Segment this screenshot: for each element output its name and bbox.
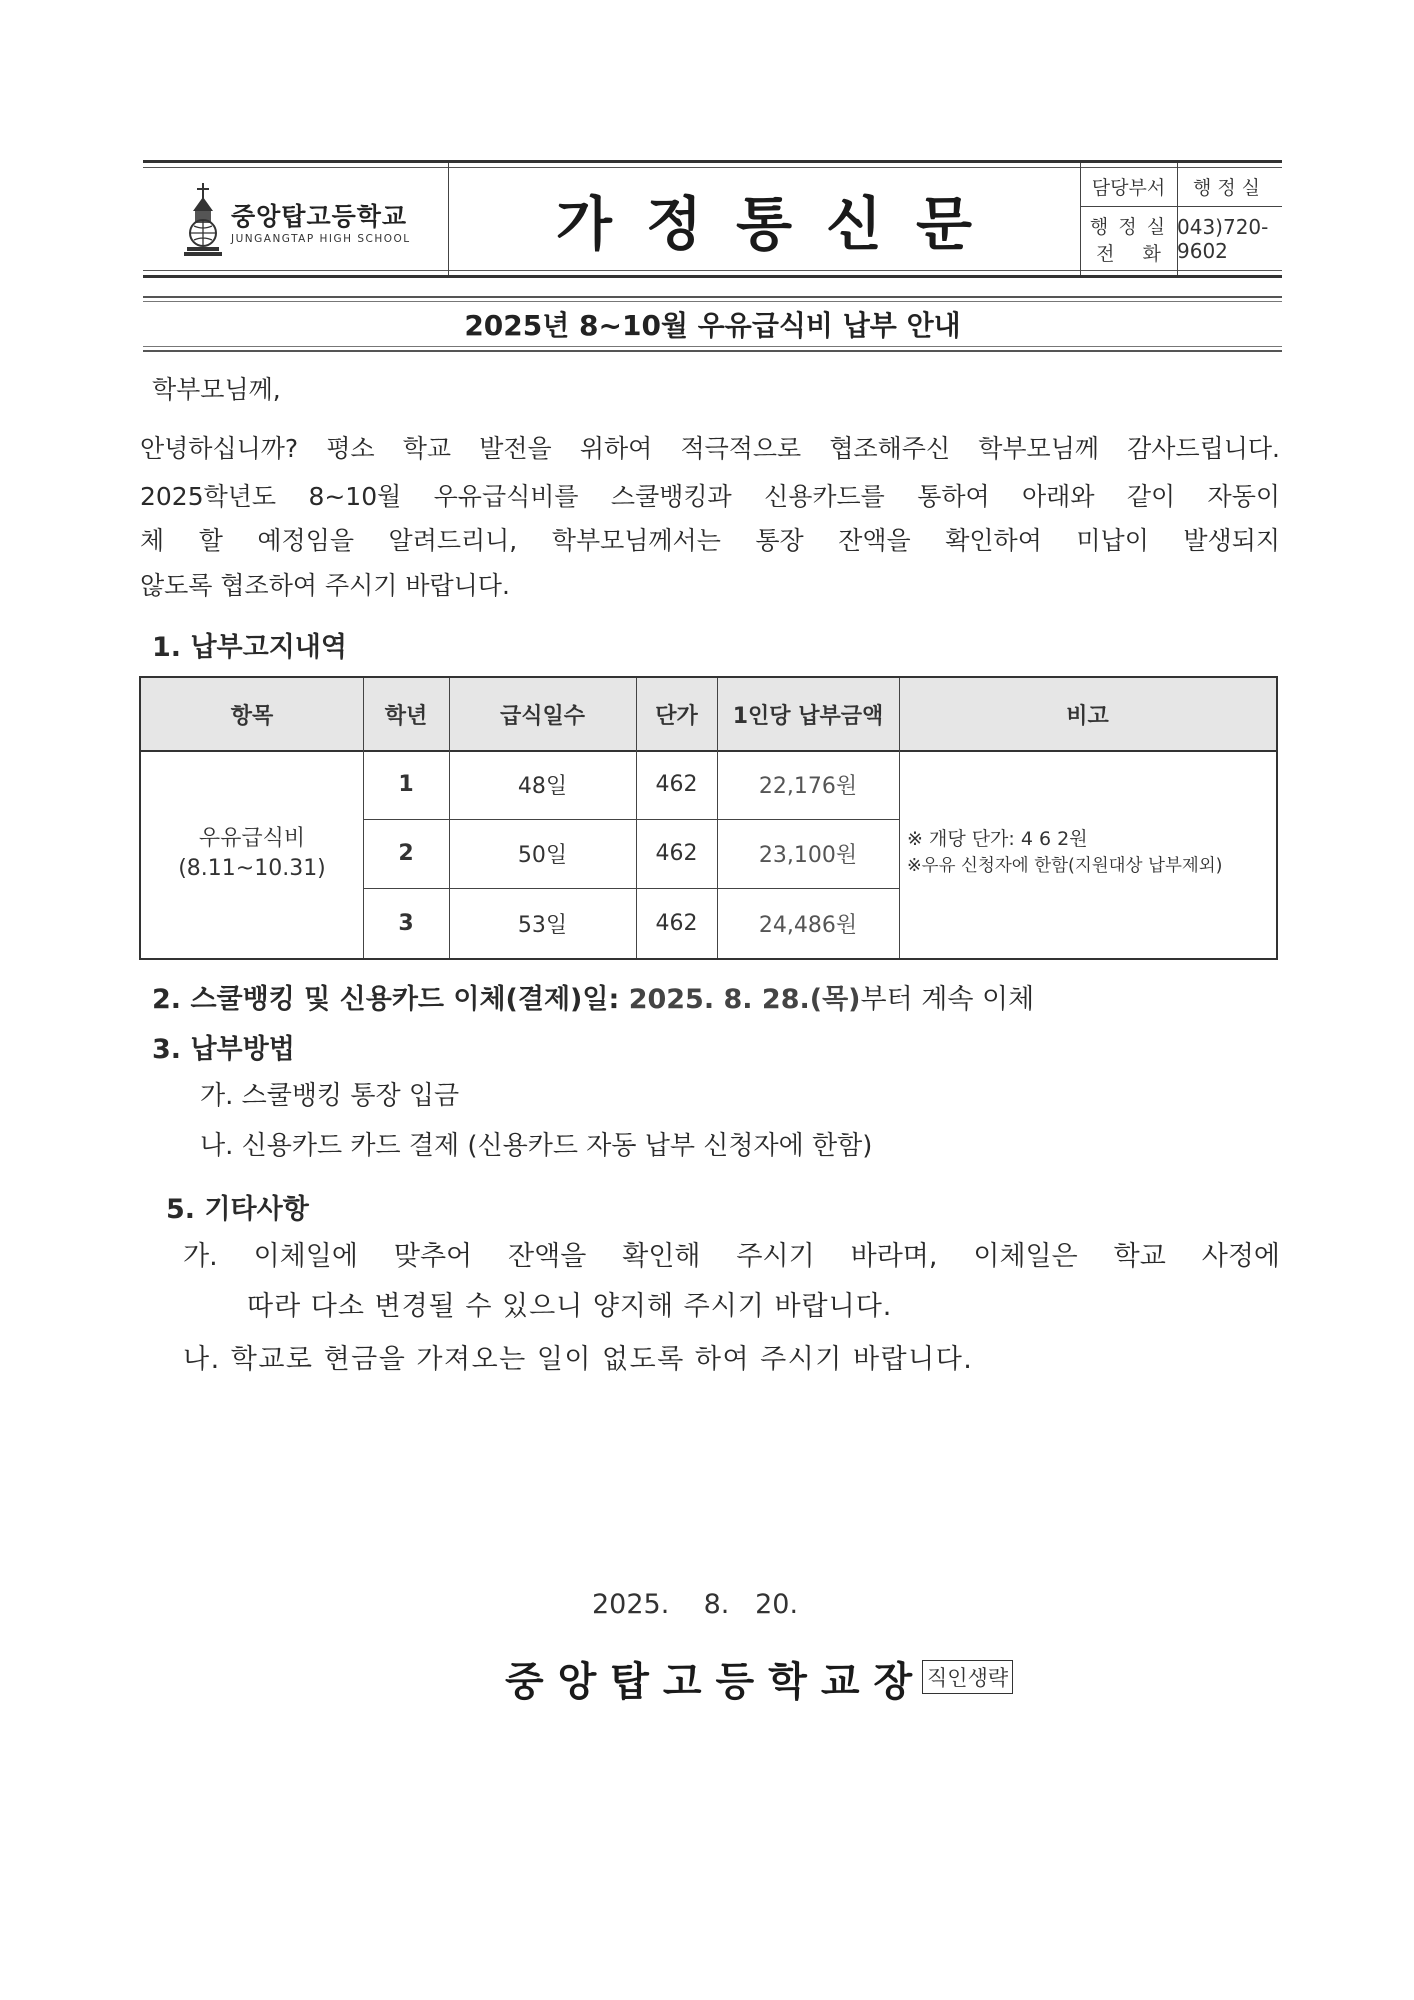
fee-table <box>139 676 1278 960</box>
section3-item-1: 가. 스쿨뱅킹 통장 입금 <box>200 1081 460 1111</box>
table-row-1-days: 48일 <box>517 774 568 799</box>
section2-line <box>152 977 1034 1016</box>
school-logo-block <box>143 163 448 275</box>
section2-suffix: 부터 계속 이체 <box>860 984 1035 1015</box>
school-name-kr: 중앙탑고등학교 <box>231 202 408 231</box>
item-period: (8.11~10.31) <box>178 856 326 881</box>
greeting: 학부모님께, <box>152 375 281 404</box>
table-row-3-unit-price: 462 <box>655 910 698 936</box>
intro-paragraph-2-line3: 않도록 협조하여 주시기 바랍니다. <box>140 571 510 600</box>
newsletter-header <box>143 160 1282 278</box>
phone-label-line2: 전 화 <box>1096 242 1161 265</box>
col-header-days: 급식일수 <box>499 703 585 729</box>
principal-signature: 중앙탑고등학교장 <box>505 1658 927 1705</box>
table-row-2-amount: 23,100원 <box>758 843 858 868</box>
section1-heading: 1. 납부고지내역 <box>152 632 347 663</box>
col-header-grade: 학년 <box>384 703 428 729</box>
seal-omitted-stamp: 직인생략 <box>922 1660 1013 1694</box>
item-name: 우유급식비 <box>198 826 306 852</box>
section5-heading: 5. 기타사항 <box>166 1194 309 1225</box>
col-header-amount: 1인당 납부금액 <box>732 703 884 729</box>
table-row-1-amount: 22,176원 <box>758 774 858 799</box>
school-name-en: JUNGANGTAP HIGH SCHOOL <box>231 233 411 245</box>
table-row-2-grade: 2 <box>398 841 414 866</box>
intro-paragraph-2-line2: 체 할 예정임을 알려드리니, 학부모님께서는 통장 잔액을 확인하여 미납이 발생되지 <box>140 526 1280 555</box>
table-row-1-grade: 1 <box>398 772 414 797</box>
table-row-2-unit-price: 462 <box>655 841 698 866</box>
fee-item-cell <box>141 750 363 958</box>
notice-title: 2025년 8~10월 우유급식비 납부 안내 <box>464 309 961 342</box>
note-line-2: ※우유 신청자에 한함(지원대상 납부제외) <box>907 855 1223 876</box>
col-header-item: 항목 <box>230 703 274 729</box>
phone-label-line1: 행 정 실 <box>1089 215 1168 238</box>
table-row-3-days: 53일 <box>517 912 568 938</box>
phone-value: 043)720-9602 <box>1177 214 1269 263</box>
table-row-3-amount: 24,486원 <box>758 912 858 938</box>
table-row-2-days: 50일 <box>517 843 568 868</box>
intro-paragraph-1: 안녕하십니까? 평소 학교 발전을 위하여 적극적으로 협조해주신 학부모님께 감사드립니다. <box>140 434 1280 463</box>
table-row-1-unit-price: 462 <box>655 772 698 797</box>
notice-title-bar <box>143 296 1282 352</box>
issue-date: 2025. 8. 20. <box>592 1589 799 1620</box>
section3-heading: 3. 납부방법 <box>152 1034 295 1065</box>
newsletter-title: 가정통신문 <box>555 190 1007 258</box>
dept-value: 행정실 <box>1192 177 1267 199</box>
dept-label: 담당부서 <box>1091 177 1166 199</box>
section5-item-2: 나. 학교로 현금을 가져오는 일이 없도록 하여 주시기 바랍니다. <box>183 1344 974 1375</box>
school-emblem-icon <box>181 181 225 257</box>
section2-date: 2025. 8. 28.(목) <box>628 984 861 1015</box>
intro-paragraph-2-line1: 2025학년도 8~10월 우유급식비를 스쿨뱅킹과 신용카드를 통하여 아래와 같이 자동이 <box>140 482 1280 511</box>
section5-item-1-line2: 따라 다소 변경될 수 있으니 양지해 주시기 바랍니다. <box>247 1291 893 1322</box>
table-row-3-grade: 3 <box>398 910 414 936</box>
col-header-unit-price: 단가 <box>655 703 698 729</box>
section5-item-1-line1: 가. 이체일에 맞추어 잔액을 확인해 주시기 바라며, 이체일은 학교 사정에 <box>183 1241 1280 1272</box>
note-line-1: ※ 개당 단가: 4 6 2원 <box>907 828 1088 850</box>
section3-item-2: 나. 신용카드 카드 결제 (신용카드 자동 납부 신청자에 한함) <box>200 1131 873 1161</box>
fee-note-cell <box>907 826 1275 879</box>
col-header-note: 비고 <box>1066 703 1109 729</box>
section2-heading: 2. 스쿨뱅킹 및 신용카드 이체(결제)일: <box>152 984 620 1015</box>
